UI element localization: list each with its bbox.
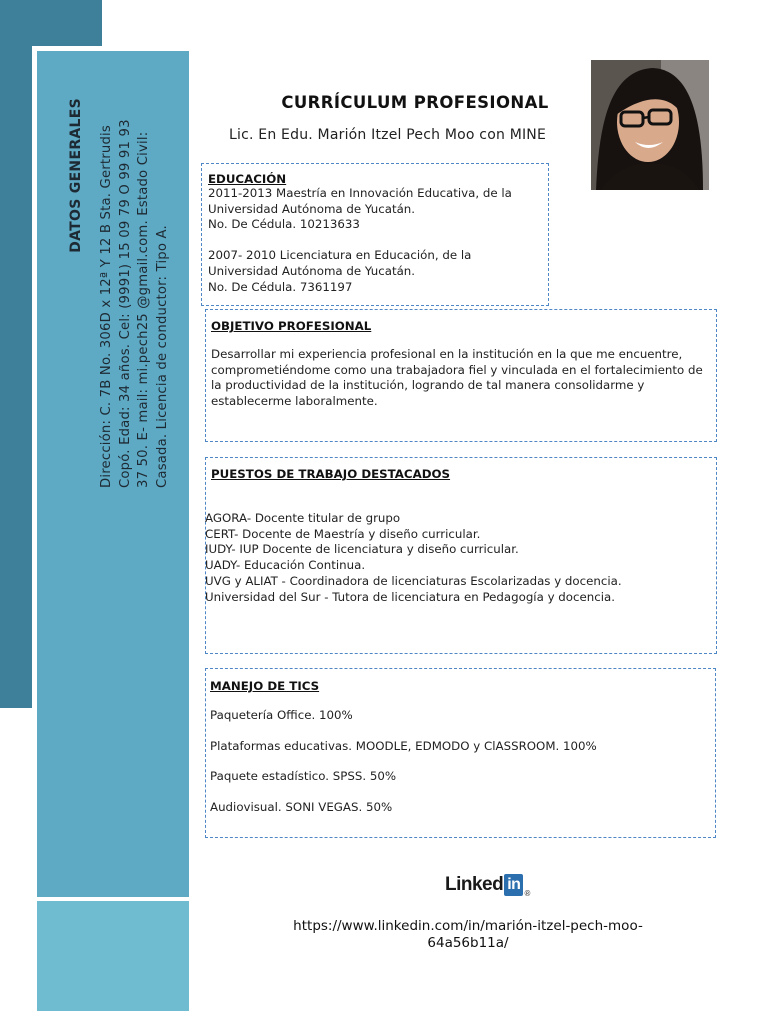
sidebar-footer-panel — [37, 901, 189, 1011]
jobs-section — [205, 457, 717, 654]
objective-text: Desarrollar mi experiencia profesional en la institución en la que me encuentre, comprometiéndome como una trabajadora fiel y vinculada en el fortalecimiento de la productividad de la institución, logrando de tal manera consolidarme y establecerme laboralmente. — [211, 347, 703, 409]
general-data-section — [68, 98, 186, 488]
tics-item: Audiovisual. SONI VEGAS. 50% — [210, 800, 393, 815]
job-item: CERT- Docente de Maestría y diseño curricular. — [205, 526, 481, 541]
profile-photo — [591, 60, 709, 190]
linkedin-logo — [445, 872, 530, 898]
job-item: UADY- Educación Continua. — [205, 558, 366, 573]
linkedin-url-link[interactable]: https://www.linkedin.com/in/marión-itzel-pech-moo-64a56b11a/ — [293, 918, 643, 951]
page-title: CURRÍCULUM PROFESIONAL — [281, 93, 549, 112]
education-entry-2: 2007- 2010 Licenciatura en Educación, de la Universidad Autónoma de Yucatán. No. De Cédula. 7361197 — [208, 248, 472, 294]
job-item: AGORA- Docente titular de grupo — [205, 511, 401, 525]
candidate-name: Lic. En Edu. Marión Itzel Pech Moo con MINE — [229, 127, 547, 143]
linkedin-registered-mark: ® — [524, 889, 530, 898]
tics-item: Paquetería Office. 100% — [210, 708, 353, 722]
tics-item: Paquete estadístico. SPSS. 50% — [210, 769, 397, 784]
linkedin-logo-word: Linked — [445, 874, 504, 895]
job-item: IUDY- IUP Docente de licenciatura y diseño curricular. — [205, 542, 519, 557]
education-heading: EDUCACIÓN — [208, 172, 287, 186]
job-item: Universidad del Sur - Tutora de licenciatura en Pedagogía y docencia. — [205, 589, 615, 604]
linkedin-in-icon: in — [504, 874, 523, 896]
general-data-text: Dirección: C. 7B No. 306D x 12ª Y 12 B Sta. Gertrudis Copó. Edad: 34 años. Cel: (9991) 15 09 79 O 99 91 93 37 50. E- mail: mi.pech25 @gmail.com. Estado Civil: Casada. Licencia de conductor: Tipo A. — [99, 119, 170, 488]
education-entry-1: 2011-2013 Maestría en Innovación Educativa, de la Universidad Autónoma de Yucatán. No. De Cédula. 10213633 — [208, 186, 512, 232]
objective-heading: OBJETIVO PROFESIONAL — [211, 319, 372, 333]
tics-heading: MANEJO DE TICS — [210, 679, 320, 693]
education-section — [201, 163, 549, 306]
general-data-heading: DATOS GENERALES — [68, 98, 84, 253]
tics-section — [205, 668, 716, 838]
objective-section — [205, 309, 717, 442]
tics-item: Plataformas educativas. MOODLE, EDMODO y ClASSROOM. 100% — [210, 738, 597, 753]
job-item: UVG y ALIAT - Coordinadora de licenciaturas Escolarizadas y docencia. — [205, 573, 622, 588]
jobs-heading: PUESTOS DE TRABAJO DESTACADOS — [211, 467, 451, 481]
